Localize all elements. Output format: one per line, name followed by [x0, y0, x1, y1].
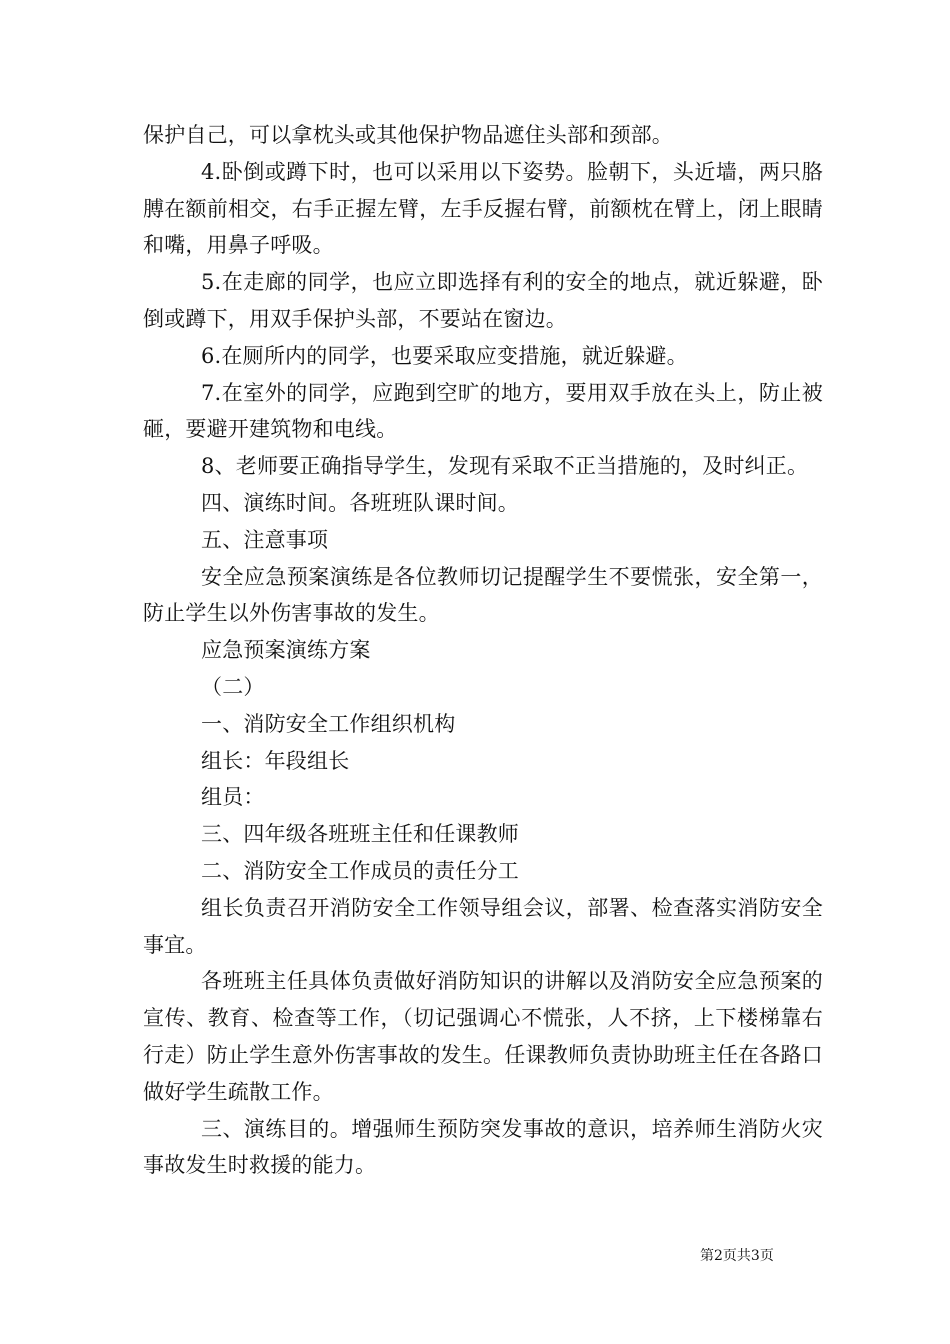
paragraph-teacher-duty: 各班班主任具体负责做好消防知识的讲解以及消防安全应急预案的宣传、教育、检查等工作，（切记强调心不慌张，人不挤，上下楼梯靠右行走）防止学生意外伤害事故的发生。任课教师负责协助班主任在各路口做好学生疏散工作。	[143, 969, 823, 1104]
paragraph-item-4: 4.卧倒或蹲下时，也可以采用以下姿势。脸朝下，头近墙，两只胳膊在额前相交，右手正握左臂，左手反握右臂，前额枕在臂上，闭上眼睛和嘴，用鼻子呼吸。	[143, 159, 823, 258]
group-members-line: 组员：	[201, 785, 265, 810]
paragraph-continuation: 保护自己，可以拿枕头或其他保护物品遮住头部和颈部。	[143, 123, 673, 147]
section-responsibilities-heading: 二、消防安全工作成员的责任分工	[201, 858, 519, 883]
section-drill-purpose: 三、演练目的。增强师生预防突发事故的意识，培养师生消防火灾事故发生时救援的能力。	[143, 1116, 823, 1178]
paragraph-notes: 安全应急预案演练是各位教师切记提醒学生不要慌张，安全第一，防止学生以外伤害事故的发生。	[143, 564, 823, 626]
paragraph-item-7: 7.在室外的同学，应跑到空旷的地方，要用双手放在头上，防止被砸，要避开建筑物和电线。	[143, 380, 823, 442]
document-body	[143, 117, 823, 1184]
members-detail-line: 三、四年级各班班主任和任课教师	[201, 822, 519, 847]
section-drill-time: 四、演练时间。各班班队课时间。	[201, 490, 519, 515]
plan-number: （二）	[201, 674, 265, 699]
paragraph-leader-duty: 组长负责召开消防安全工作领导组会议，部署、检查落实消防安全事宜。	[143, 895, 823, 957]
paragraph-item-6: 6.在厕所内的同学，也要采取应变措施，就近躲避。	[201, 343, 688, 368]
section-organization-heading: 一、消防安全工作组织机构	[201, 711, 456, 736]
plan-title: 应急预案演练方案	[201, 638, 371, 663]
group-leader-line: 组长：年段组长	[201, 748, 350, 773]
paragraph-item-5: 5.在走廊的同学，也应立即选择有利的安全的地点，就近躲避，卧倒或蹲下，用双手保护头部，不要站在窗边。	[143, 270, 823, 331]
paragraph-item-8: 8、老师要正确指导学生，发现有采取不正当措施的，及时纠正。	[201, 454, 809, 479]
section-notes-heading: 五、注意事项	[201, 527, 329, 552]
page-number: 第2页共3页	[700, 1248, 774, 1264]
